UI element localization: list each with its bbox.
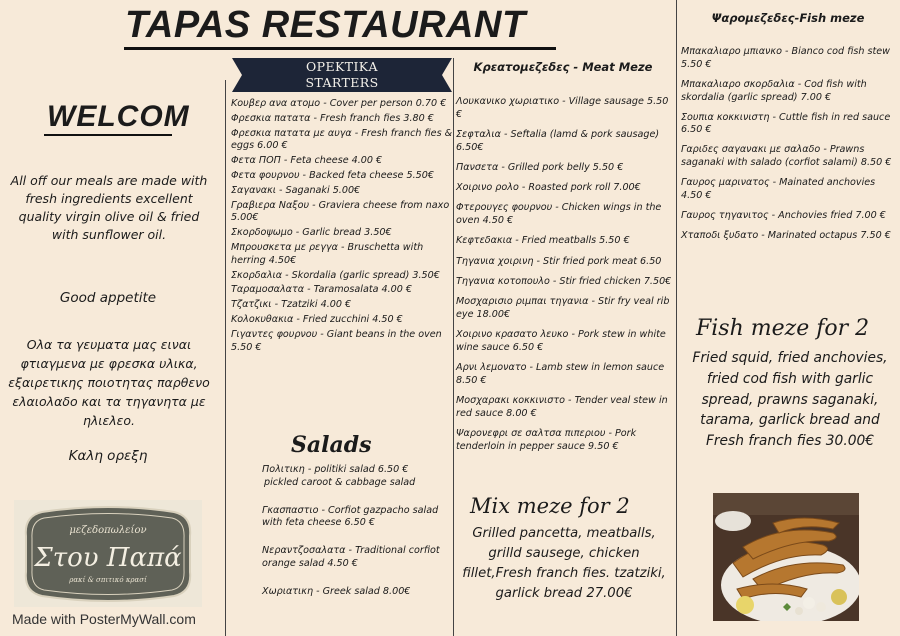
- column-divider-1: [225, 80, 226, 636]
- fish-item: Σουπια κοκκινιστη - Cuttle fish in red sauce 6.50 €: [681, 111, 891, 136]
- intro-greek: Ολα τα γευματα μας ειναι φτιαγμενα με φρεσκα υλικα, εξαιρετικης ποιοτητας παρθενο ελαιολαδο και τα τηγανητα με ηλιελεο.: [8, 337, 210, 428]
- salad-item-description: pickled caroot & cabbage salad: [264, 476, 416, 488]
- salad-item-label: Πολιτικη - politiki salad 6.50 €: [262, 464, 409, 475]
- starter-item: Κουβερ ανα ατομο - Cover per person 0.70 €: [231, 98, 447, 109]
- fish-item: Γαριδες σαγανακι με σαλαδο - Prawns saganaki with salado (corfiot salami) 8.50 €: [681, 144, 892, 169]
- meat-meze-title: Κρεατομεζεδες - Meat Meze: [473, 60, 653, 74]
- column-divider-2: [453, 58, 454, 636]
- good-appetite-text: Good appetite: [59, 290, 157, 306]
- fish-meze-title: Ψαρομεζεδες-Fish meze: [711, 11, 865, 25]
- starter-item: Γραβιερα Ναξου - Graviera cheese from naxo 5.00€: [231, 199, 450, 224]
- meat-meze-list: [456, 96, 672, 461]
- salad-item-label: Χωριατικη - Greek salad 8.00€: [262, 585, 411, 597]
- starter-item: Σαγανακι - Saganaki 5.00€: [231, 184, 361, 196]
- salad-item-label: Νεραντζοσαλατα - Traditional corfiot orange salad 4.50 €: [262, 545, 440, 569]
- meat-item: Ψαρονεφρι σε σαλτσα πιπεριου - Pork tenderloin in pepper sauce 9.50 €: [456, 427, 637, 452]
- intro-english: All off our meals are made with fresh ingredients excellent quality virgin olive oil & fried with sunflower oil.: [10, 173, 208, 242]
- starter-item: Γιγαντες φουρνου - Giant beans in the oven 5.50 €: [231, 328, 442, 353]
- starter-item: Μπρουσκετα με ρεγγα - Bruschetta with herring 4.50€: [231, 241, 424, 266]
- logo-name: Στου Παπά: [34, 542, 182, 573]
- salads-title: Salads: [291, 432, 372, 458]
- starter-item: Κολοκυθακια - Fried zucchini 4.50 €: [231, 313, 403, 325]
- starters-banner: [232, 58, 452, 92]
- kali-orexi-text: Καλη ορεξη: [68, 448, 148, 464]
- logo-top-text: μεζεδοπωλείον: [69, 524, 147, 536]
- poster-credit: Made with PosterMyWall.com: [12, 611, 196, 627]
- starters-banner-label: ΟΡΕΚΤΙΚΑ STARTERS: [305, 59, 379, 90]
- salad-item: [262, 586, 452, 599]
- starter-item: Φρεσκια πατατα - Fresh franch fies 3.80 €: [231, 112, 434, 124]
- meat-item: Χοιρινο ρολο - Roasted pork roll 7.00€: [456, 182, 641, 194]
- fish-meze-for-2-description: Fried squid, fried anchovies, fried cod fish with garlic spread, prawns saganaki, tarama, garlick bread and Fresh franch fies 30.00€: [692, 350, 888, 450]
- meat-item: Χοιρινο κρασατο λευκο - Pork stew in white wine sauce 6.50 €: [456, 328, 666, 353]
- starter-item: Σκορδοψωμο - Garlic bread 3.50€: [231, 227, 392, 239]
- column-divider-3: [676, 0, 677, 636]
- restaurant-logo: [14, 500, 202, 607]
- salad-item: [262, 464, 452, 490]
- starter-item: Ταραμοσαλατα - Taramosalata 4.00 €: [231, 284, 413, 296]
- meat-item: Σεφταλια - Seftalia (lamd & pork sausage) 6.50€: [456, 128, 660, 153]
- welcome-underline: [44, 134, 172, 136]
- fried-fish-photo: [713, 493, 859, 621]
- fish-item: Μπακαλιαρο σκορδαλια - Cod fish with skordalia (garlic spread) 7.00 €: [681, 78, 867, 103]
- meat-item: Μοσχαρισιο ριμπαι τηγανια - Stir fry veal rib eye 18.00€: [456, 295, 670, 320]
- meat-item: Τηγανια χοιρινη - Stir fried pork meat 6.50: [456, 255, 662, 267]
- starter-item: Τζατζικι - Tzatziki 4.00 €: [231, 299, 352, 311]
- meat-item: Πανσετα - Grilled pork belly 5.50 €: [456, 161, 624, 173]
- meat-item: Αρνι λεμονατο - Lamb stew in lemon sauce 8.50 €: [456, 361, 665, 386]
- mix-meze-description: Grilled pancetta, meatballs, grilld sausege, chicken fillet,Fresh franch fies. tzatziki, garlick bread 27.00€: [462, 526, 666, 601]
- mix-meze-title: Mix meze for 2: [470, 494, 630, 518]
- fish-item: Χταποδι ξυδατο - Marinated octapus 7.50 €: [681, 229, 891, 241]
- page-title: TAPAS RESTAURANT: [125, 4, 526, 46]
- fish-item: Γαυρος μαρινατος - Mainated anchovies 4.50 €: [681, 177, 876, 201]
- welcome-heading: WELCOM: [47, 100, 190, 133]
- meat-item: Μοσχαρακι κοκκινιστο - Tender veal stew in red sauce 8.00 €: [456, 394, 668, 419]
- meat-item: Φτερουγες φουρνου - Chicken wings in the oven 4.50 €: [456, 202, 662, 227]
- logo-bottom-text: ρακί & σπιτικό κρασί: [69, 575, 147, 584]
- meat-item: Τηγανια κοτοπουλο - Stir fried chicken 7.50€: [456, 275, 672, 287]
- starters-list: [231, 98, 453, 356]
- salads-list: [262, 464, 452, 614]
- title-underline: [124, 47, 556, 50]
- fish-item: Μπακαλιαρο μπιανκο - Bianco cod fish stew 5.50 €: [681, 46, 891, 70]
- starter-item: Φετα φουρνου - Backed feta cheese 5.50€: [231, 169, 434, 181]
- salad-item-label: Γκασπαστιο - Corfiot gazpacho salad with feta cheese 6.50 €: [262, 504, 439, 529]
- fish-meze-for-2-title: Fish meze for 2: [696, 316, 870, 341]
- fish-meze-list: [681, 46, 895, 250]
- starter-item: Σκορδαλια - Skordalia (garlic spread) 3.50€: [231, 269, 440, 281]
- starter-item: Φετα ΠΟΠ - Feta cheese 4.00 €: [231, 155, 383, 167]
- fish-item: Γαυρος τηγανιτος - Anchovies fried 7.00 €: [681, 209, 886, 221]
- starter-item: Φρεσκια πατατα με αυγα - Fresh franch fies & eggs 6.00 €: [231, 127, 453, 152]
- meat-item: Λουκανικο χωριατικο - Village sausage 5.50 €: [456, 96, 669, 120]
- salad-item: [262, 505, 452, 531]
- meat-item: Κεφτεδακια - Fried meatballs 5.50 €: [456, 235, 630, 247]
- salad-item: [262, 545, 452, 571]
